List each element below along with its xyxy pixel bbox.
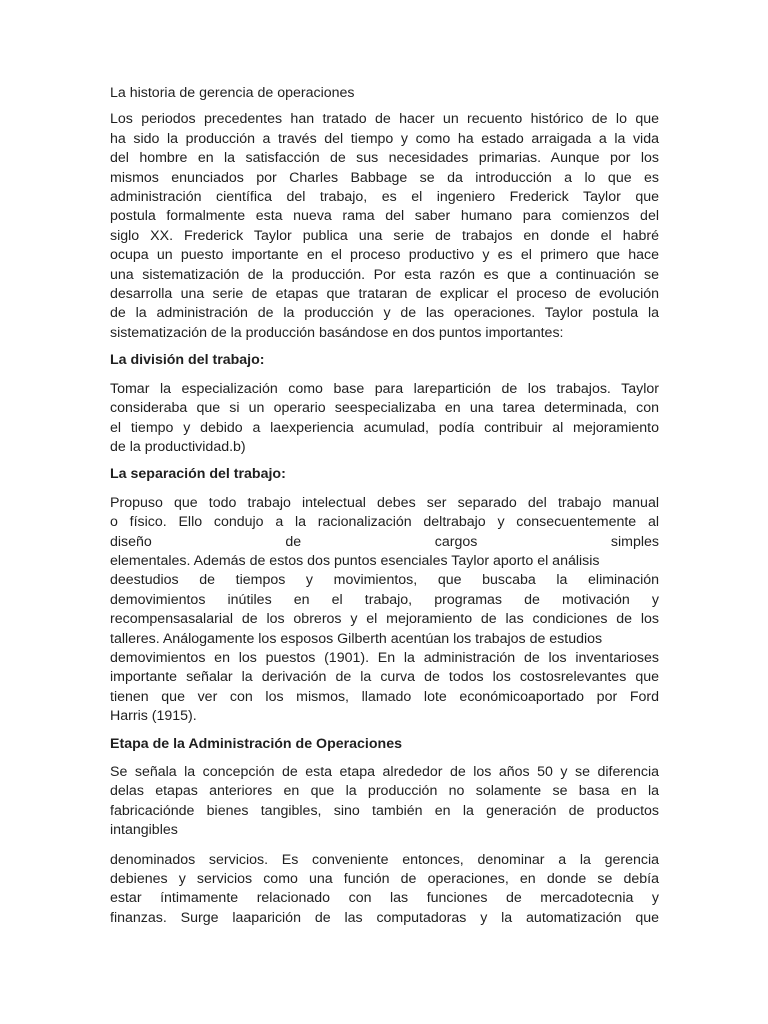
intro-line: postula formalmente esta nueva rama del saber humano para comienzos del [110,208,659,225]
intro-line: mismos enunciados por Charles Babbage se da introducción a lo que es [110,169,659,186]
separacion-line: recompensasalarial de los obreros y el mejoramiento de las condiciones de los [110,611,659,628]
separacion-line: deestudios de tiempos y movimientos, que buscaba la eliminación [110,572,659,589]
etapa-line: intangibles [110,822,178,839]
etapa-line: Se señala la concepción de esta etapa alrededor de los años 50 y se diferencia [110,764,659,780]
separacion-line: talleres. Análogamente los esposos Gilberth acentúan los trabajos de estudios [110,630,603,647]
separacion-line: elementales. Además de estos dos puntos esenciales Taylor aporto el análisis [110,552,600,569]
separacion-line: diseño de cargos simples [110,533,659,550]
section-heading-division: La división del trabajo: [110,352,265,369]
section-heading-etapa: Etapa de la Administración de Operaciones [110,735,402,752]
separacion-line: tienen que ver con los mismos, llamado lote económicoaportado por Ford [110,688,659,705]
separacion-line: Harris (1915). [110,708,197,725]
servicios-line: debienes y servicios como una función de operaciones, en donde se debía [110,871,659,888]
separacion-paragraph [110,494,659,727]
intro-line: del hombre en la satisfacción de sus necesidades primarias. Aunque por los [110,150,659,167]
separacion-line: importante señalar la derivación de la curva de todos los costosrelevantes que [110,669,659,686]
servicios-line: estar íntimamente relacionado con las funciones de mercadotecnia y [110,890,659,907]
etapa-line: fabricaciónde bienes tangibles, sino también en la generación de productos [110,802,659,819]
division-paragraph [110,380,659,458]
intro-line: desarrolla una serie de etapas que trataran de explicar el proceso de evolución [110,286,659,303]
separacion-line: o físico. Ello condujo a la racionalización deltrabajo y consecuentemente al [110,514,659,531]
servicios-line: finanzas. Surge laaparición de las computadoras y la automatización que [110,909,659,926]
division-line: Tomar la especialización como base para larepartición de los trabajos. Taylor [110,380,659,397]
servicios-line: denominados servicios. Es conveniente entonces, denominar a la gerencia [110,851,659,868]
separacion-line: demovimientos inútiles en el trabajo, programas de motivación y [110,591,659,608]
etapa-line: delas etapas anteriores en que la producción no solamente se basa en la [110,783,659,800]
separacion-line: Propuso que todo trabajo intelectual debes ser separado del trabajo manual [110,494,659,511]
servicios-paragraph [110,851,659,929]
division-line: el tiempo y debido a laexperiencia acumulad, podía contribuir al mejoramiento [110,419,659,436]
intro-line: administración científica del trabajo, es el ingeniero Frederick Taylor que [110,189,659,206]
document-title: La historia de gerencia de operaciones [110,85,355,101]
paragraph-gap [110,841,659,851]
intro-line: Los periodos precedentes han tratado de hacer un recuento histórico de lo que [110,111,659,128]
division-line: de la productividad.b) [110,438,246,455]
intro-line: siglo XX. Frederick Taylor publica una serie de trabajos en donde el habré [110,227,659,244]
document-body [110,84,659,928]
section-heading-separacion: La separación del trabajo: [110,466,286,483]
intro-line: ocupa un puesto importante en el proceso productivo y es el primero que hace [110,247,659,264]
intro-line: sistematización de la producción basándose en dos puntos importantes: [110,324,564,341]
etapa-paragraph [110,763,659,841]
division-line: consideraba que si un operario seespecializaba en una tarea determinada, con [110,400,659,417]
intro-line: de la administración de la producción y de las operaciones. Taylor postula la [110,305,659,322]
intro-line: una sistematización de la producción. Por esta razón es que a continuación se [110,266,659,283]
intro-line: ha sido la producción a través del tiempo y como ha estado arraigada a la vida [110,130,659,147]
separacion-line: demovimientos en los puestos (1901). En la administración de los inventarioses [110,649,659,666]
intro-paragraph [110,110,659,343]
